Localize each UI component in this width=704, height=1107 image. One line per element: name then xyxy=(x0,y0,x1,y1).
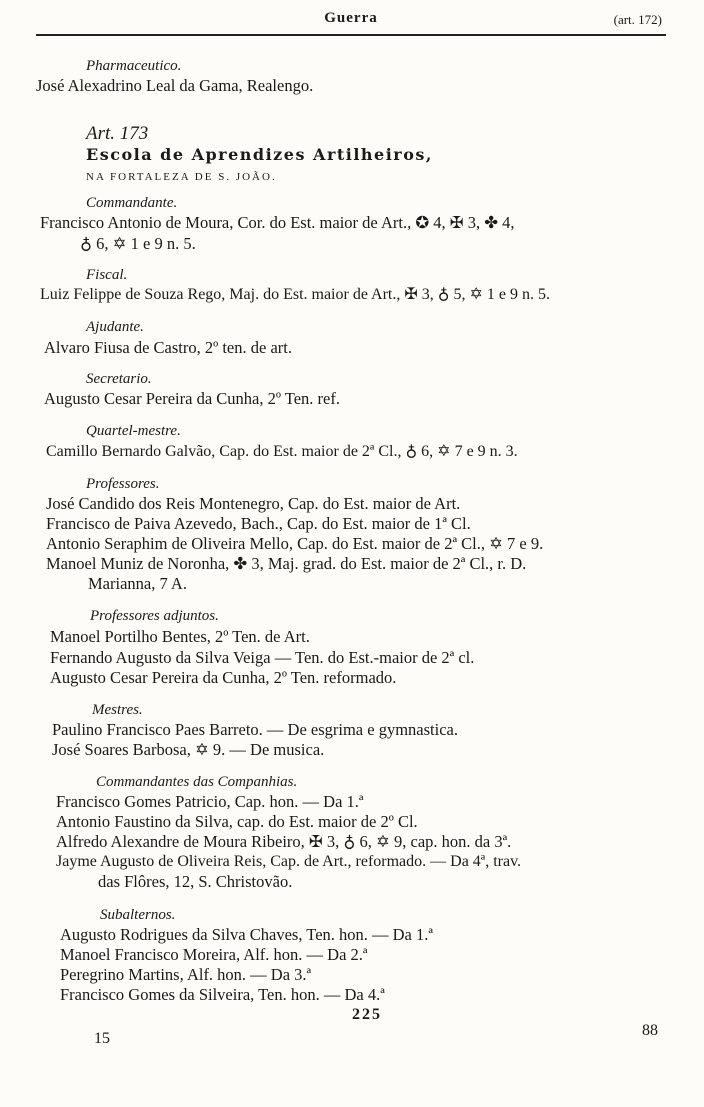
entry-line-continuation: das Flôres, 12, S. Christovão. xyxy=(98,872,293,891)
entry-line: José Alexadrino Leal da Gama, Realengo. xyxy=(36,76,314,95)
entry-line: Augusto Cesar Pereira da Cunha, 2º Ten. reformado. xyxy=(50,668,397,687)
entry-line: Manoel Muniz de Noronha, ✤ 3, Maj. grad. do Est. maior de 2ª Cl., r. D. xyxy=(46,554,527,573)
entry-line: Fernando Augusto da Silva Veiga — Ten. do Est.-maior de 2ª cl. xyxy=(50,648,475,667)
entry-line: Alfredo Alexandre de Moura Ribeiro, ✠ 3, ♁ 6, ✡ 9, cap. hon. da 3ª. xyxy=(56,832,512,851)
entry-line: Francisco Gomes Patricio, Cap. hon. — Da 1.ª xyxy=(56,792,364,811)
section-heading: Pharmaceutico. xyxy=(86,58,182,74)
section-heading: Commandantes das Companhias. xyxy=(96,774,298,790)
footer-left-number: 15 xyxy=(94,1030,110,1047)
header-title: Guerra xyxy=(324,10,378,26)
entry-line: Antonio Faustino da Silva, cap. do Est. maior de 2º Cl. xyxy=(56,812,418,831)
entry-line: Luiz Felippe de Souza Rego, Maj. do Est. maior de Art., ✠ 3, ♁ 5, ✡ 1 e 9 n. 5. xyxy=(40,286,550,303)
header-article-ref: (art. 172) xyxy=(613,12,662,27)
section-heading: Professores adjuntos. xyxy=(90,608,219,624)
section-heading: Fiscal. xyxy=(86,267,128,283)
entry-line: Jayme Augusto de Oliveira Reis, Cap. de Art., reformado. — Da 4ª, trav. xyxy=(56,853,522,870)
entry-line: José Candido dos Reis Montenegro, Cap. do Est. maior de Art. xyxy=(46,494,461,513)
entry-line: Augusto Rodrigues da Silva Chaves, Ten. hon. — Da 1.ª xyxy=(60,925,433,944)
institution-location: NA FORTALEZA DE S. JOÃO. xyxy=(86,171,277,183)
section-heading: Commandante. xyxy=(86,195,178,211)
section-heading: Secretario. xyxy=(86,371,152,387)
header-rule xyxy=(36,34,666,36)
entry-line: Antonio Seraphim de Oliveira Mello, Cap. do Est. maior de 2ª Cl., ✡ 7 e 9. xyxy=(46,534,544,553)
entry-line: Camillo Bernardo Galvão, Cap. do Est. maior de 2ª Cl., ♁ 6, ✡ 7 e 9 n. 3. xyxy=(46,443,518,460)
section-heading: Subalternos. xyxy=(100,907,176,923)
entry-line: Francisco Gomes da Silveira, Ten. hon. — Da 4.ª xyxy=(60,985,385,1004)
entry-line: Francisco Antonio de Moura, Cor. do Est. maior de Art., ✪ 4, ✠ 3, ✤ 4, xyxy=(40,213,515,232)
section-heading: Mestres. xyxy=(92,702,143,718)
entry-line: Manoel Portilho Bentes, 2º Ten. de Art. xyxy=(50,627,310,646)
entry-line: Francisco de Paiva Azevedo, Bach., Cap. do Est. maior de 1ª Cl. xyxy=(46,514,471,533)
section-heading: Ajudante. xyxy=(86,319,144,335)
entry-line: Paulino Francisco Paes Barreto. — De esgrima e gymnastica. xyxy=(52,720,458,739)
entry-line: Augusto Cesar Pereira da Cunha, 2º Ten. ref. xyxy=(44,389,340,408)
institution-name: Escola de Aprendizes Artilheiros, xyxy=(86,145,433,164)
entry-line: Alvaro Fiusa de Castro, 2º ten. de art. xyxy=(44,338,292,357)
entry-line: Peregrino Martins, Alf. hon. — Da 3.ª xyxy=(60,965,312,984)
page-number: 88 xyxy=(642,1022,658,1039)
signature-mark: 225 xyxy=(352,1006,382,1023)
entry-line-continuation: Marianna, 7 A. xyxy=(88,574,187,593)
section-heading: Professores. xyxy=(86,476,160,492)
entry-line: Manoel Francisco Moreira, Alf. hon. — Da 2.ª xyxy=(60,945,368,964)
entry-line-continuation: ♁ 6, ✡ 1 e 9 n. 5. xyxy=(80,234,196,253)
section-heading: Quartel-mestre. xyxy=(86,423,181,439)
article-number: Art. 173 xyxy=(86,123,149,144)
entry-line: José Soares Barbosa, ✡ 9. — De musica. xyxy=(52,740,325,759)
running-header xyxy=(36,10,666,36)
